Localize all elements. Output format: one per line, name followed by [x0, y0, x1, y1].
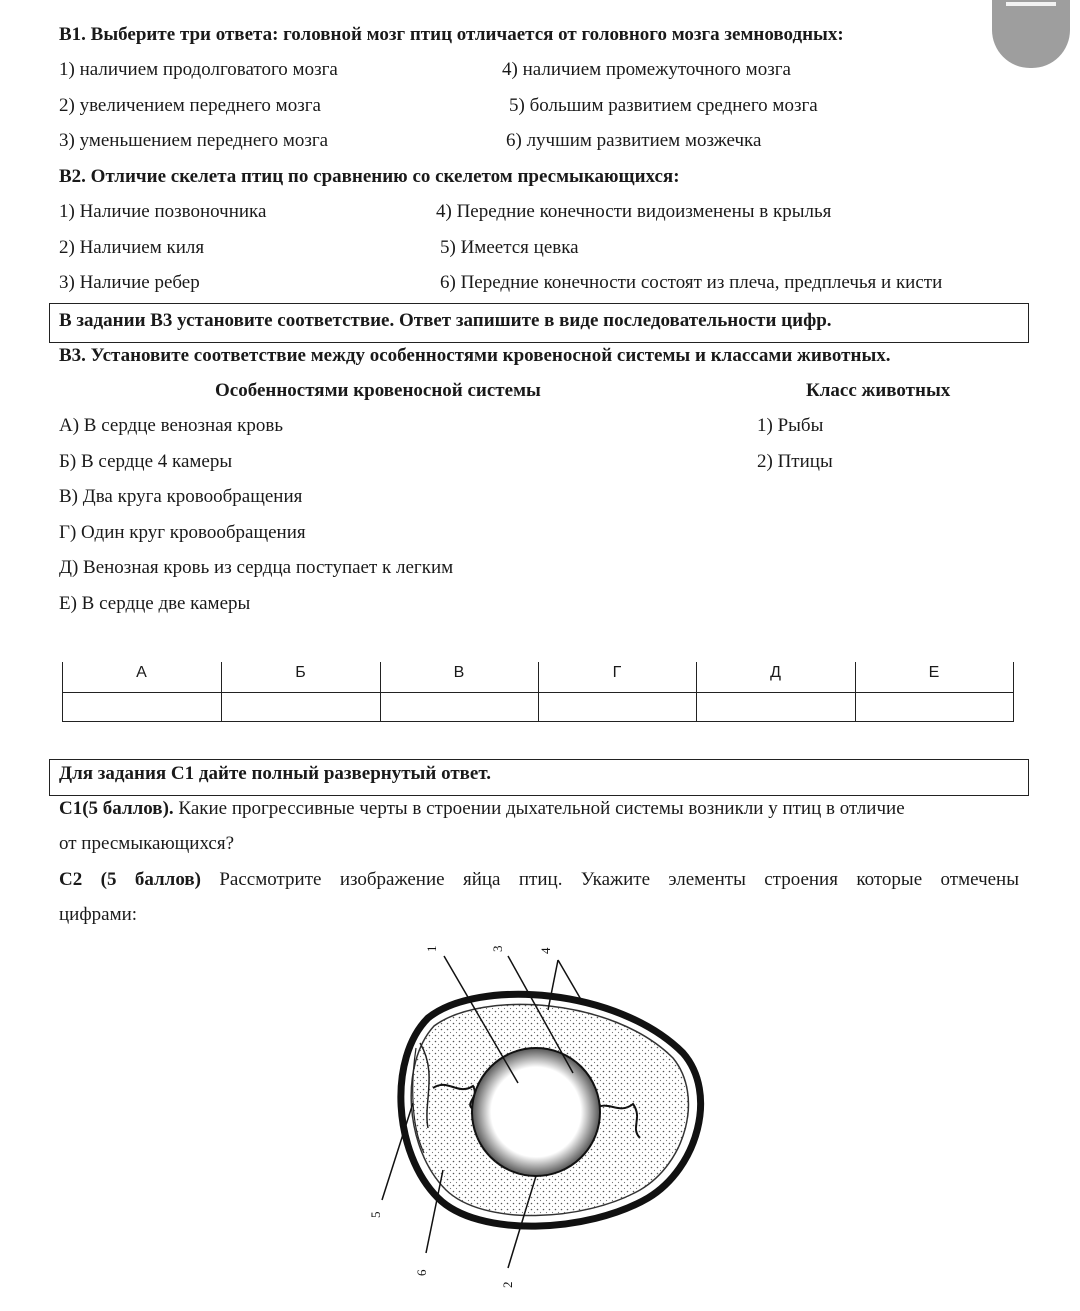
b1-title: В1. Выберите три ответа: головной мозг птиц отличается от головного мозга земноводных: — [59, 24, 844, 45]
egg-label: 5 — [368, 1211, 383, 1218]
table-header-cell: Е — [928, 664, 940, 681]
c1-text-continued: от пресмыкающихся? — [59, 833, 235, 854]
b3-title: В3. Установите соответствие между особенностями кровеносной системы и классами животных. — [59, 345, 891, 366]
b1-option: 2) увеличением переднего мозга — [59, 95, 321, 116]
c2-text-continued: цифрами: — [59, 904, 138, 925]
b3-left-header: Особенностями кровеносной системы — [215, 380, 541, 401]
b2-title: В2. Отличие скелета птиц по сравнению со скелетом пресмыкающихся: — [59, 166, 680, 187]
egg-yolk — [472, 1048, 600, 1176]
table-divider — [1013, 662, 1014, 722]
c2-label: С2 (5 баллов) — [59, 869, 201, 890]
answer-table — [62, 662, 1014, 722]
b2-option: 4) Передние конечности видоизменены в крылья — [436, 201, 832, 222]
egg-label: 3 — [490, 945, 505, 952]
b3-feature: Б) В сердце 4 камеры — [59, 451, 233, 472]
c2-text: Рассмотрите изображение яйца птиц. Укажите элементы строения которые отмечены — [200, 869, 1019, 890]
egg-label: 4 — [538, 947, 553, 954]
b3-feature: А) В сердце венозная кровь — [59, 415, 284, 436]
c1-text: Какие прогрессивные черты в строении дыхательной системы возникли у птиц в отличие — [173, 798, 905, 819]
b3-instruction: В задании В3 установите соответствие. Ответ запишите в виде последовательности цифр. — [59, 310, 832, 331]
egg-diagram — [368, 938, 712, 1292]
table-header-cell: В — [453, 664, 465, 681]
b3-feature: В) Два круга кровообращения — [59, 486, 303, 507]
egg-label: 1 — [424, 945, 439, 952]
b3-feature: Е) В сердце две камеры — [59, 593, 251, 614]
b3-feature: Д) Венозная кровь из сердца поступает к легким — [59, 557, 454, 578]
b3-class: 2) Птицы — [757, 451, 833, 472]
minus-icon — [1006, 2, 1056, 6]
b2-option: 6) Передние конечности состоят из плеча, предплечья и кисти — [440, 272, 943, 293]
b1-option: 6) лучшим развитием мозжечка — [506, 130, 762, 151]
egg-label: 6 — [414, 1269, 429, 1276]
c1-instruction: Для задания С1 дайте полный развернутый ответ. — [59, 763, 492, 784]
b2-option: 3) Наличие ребер — [59, 272, 200, 293]
c1-question-line — [59, 799, 905, 818]
table-header-cell: Д — [770, 664, 781, 681]
b1-option: 1) наличием продолговатого мозга — [59, 59, 338, 80]
b1-option: 4) наличием промежуточного мозга — [502, 59, 791, 80]
b1-option: 5) большим развитием среднего мозга — [509, 95, 818, 116]
b1-option: 3) уменьшением переднего мозга — [59, 130, 329, 151]
table-header-cell: Г — [612, 664, 622, 681]
b2-option: 5) Имеется цевка — [440, 237, 579, 258]
b3-class: 1) Рыбы — [757, 415, 824, 436]
table-header-cell: А — [136, 664, 147, 681]
b3-feature: Г) Один круг кровообращения — [59, 522, 306, 543]
b2-option: 1) Наличие позвоночника — [59, 201, 267, 222]
scroll-up-button[interactable] — [992, 0, 1070, 68]
c1-label: С1(5 баллов). — [59, 798, 174, 819]
egg-label: 2 — [500, 1281, 515, 1288]
table-header-cell: Б — [295, 664, 306, 681]
b3-right-header: Класс животных — [806, 380, 951, 401]
c2-question-line — [59, 870, 1019, 889]
b2-option: 2) Наличием киля — [59, 237, 205, 258]
